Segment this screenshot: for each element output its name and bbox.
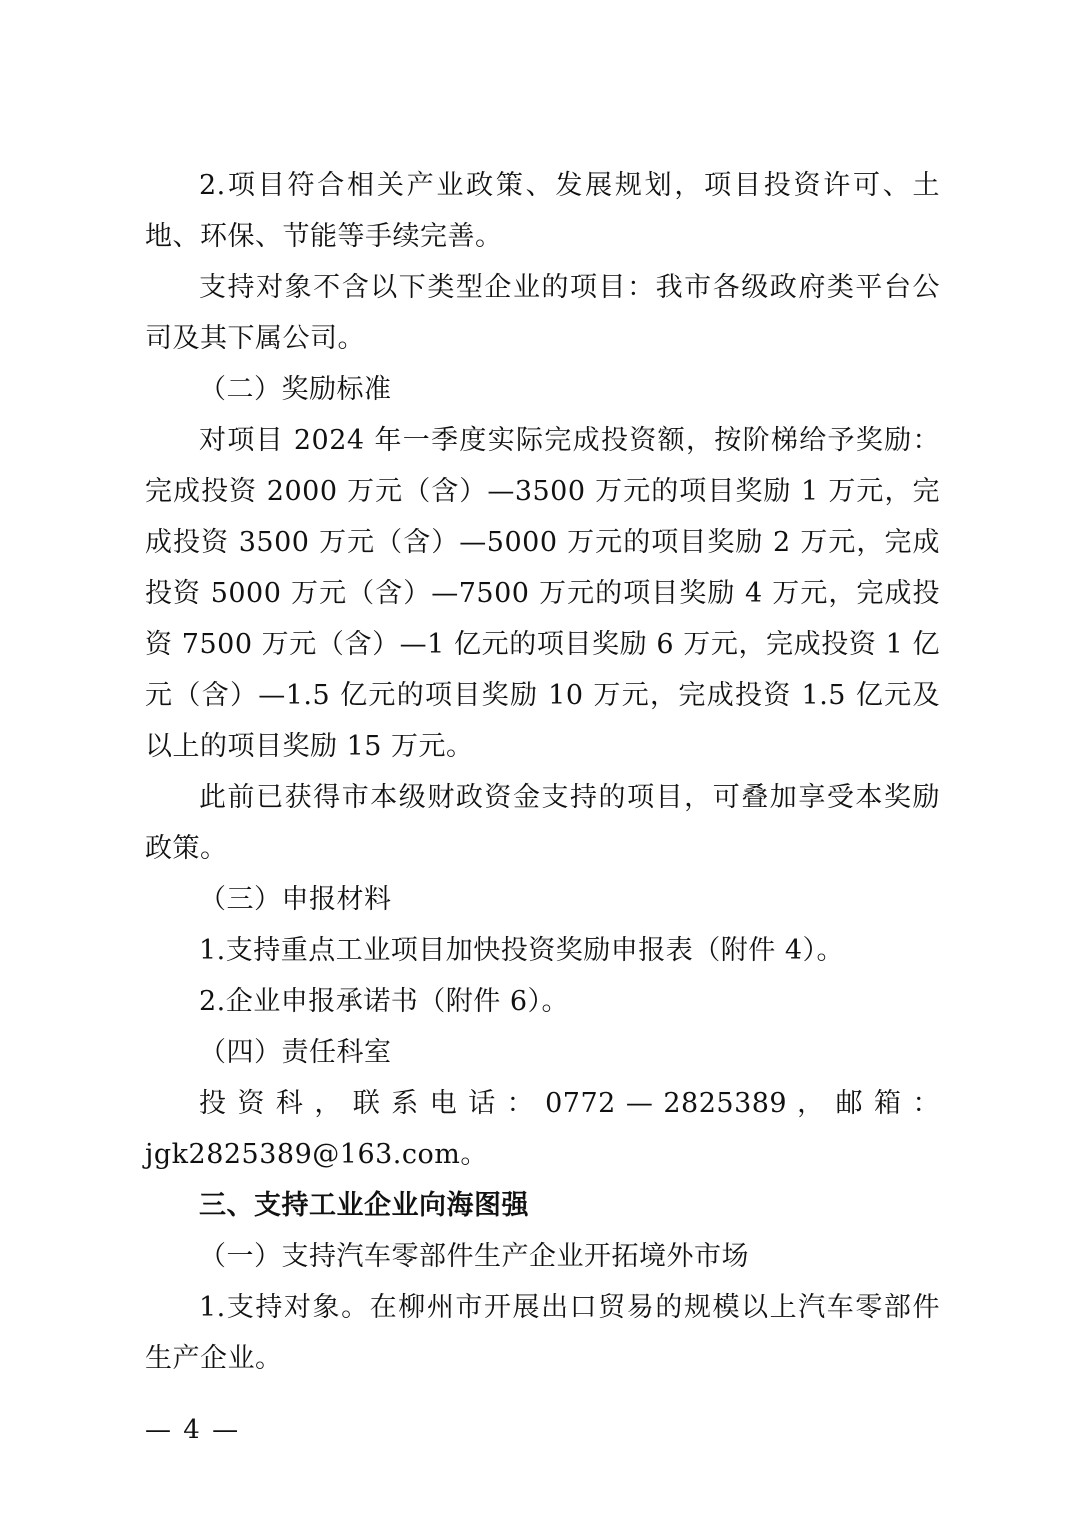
paragraph-stacking-policy: 此前已获得市本级财政资金支持的项目，可叠加享受本奖励政策。 (145, 782, 940, 864)
paragraph-contact-info: 投 资 科 ， 联 系 电 话 ： 0772 — 2825389 ， 邮 箱 ： (199, 1088, 940, 1119)
paragraph-exclusions: 支持对象不含以下类型企业的项目：我市各级政府类平台公司及其下属公司。 (145, 272, 940, 354)
paragraph-material-2: 2.企业申报承诺书（附件 6）。 (199, 986, 570, 1017)
document-body (145, 160, 940, 1384)
paragraph-project-compliance: 2.项目符合相关产业政策、发展规划，项目投资许可、土地、环保、节能等手续完善。 (145, 170, 940, 252)
page-number: — 4 — (145, 1415, 241, 1445)
section-heading-application-materials: （三）申报材料 (199, 884, 392, 915)
paragraph-reward-tiers: 对项目 2024 年一季度实际完成投资额，按阶梯给予奖励：完成投资 2000 万元（含）—3500 万元的项目奖励 1 万元，完成投资 3500 万元（含）—5000 万元的项目奖励 2 万元，完成投资 5000 万元（含）—7500 万元的项目奖励 4 万元，完成投资 7500 万元（含）—1 亿元的项目奖励 6 万元，完成投资 1 亿元（含）—1.5 亿元的项目奖励 10 万元，完成投资 1.5 亿元及以上的项目奖励 15 万元。 (145, 425, 940, 762)
paragraph-material-1: 1.支持重点工业项目加快投资奖励申报表（附件 4）。 (199, 935, 845, 966)
section-heading-reward-standard: （二）奖励标准 (199, 374, 392, 405)
chapter-heading-ocean-industry: 三、支持工业企业向海图强 (199, 1190, 529, 1221)
paragraph-support-target: 1.支持对象。在柳州市开展出口贸易的规模以上汽车零部件生产企业。 (145, 1292, 940, 1374)
section-heading-responsible-office: （四）责任科室 (199, 1037, 392, 1068)
section-heading-auto-parts-export: （一）支持汽车零部件生产企业开拓境外市场 (199, 1241, 749, 1272)
paragraph-contact-email: jgk2825389@163.com。 (145, 1139, 488, 1170)
